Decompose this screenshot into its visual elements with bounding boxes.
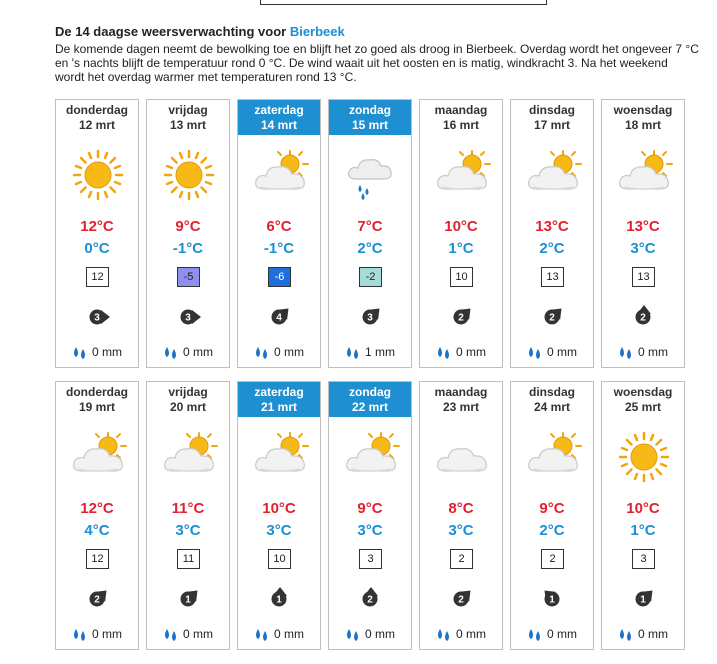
svg-text:1: 1 — [276, 594, 282, 606]
raindrop-icon — [618, 345, 638, 359]
feel-temperature-box: 2 — [541, 549, 564, 569]
precipitation — [602, 344, 684, 362]
max-temperature: 13°C — [626, 218, 660, 235]
location-link[interactable]: Bierbeek — [289, 24, 345, 39]
wind-direction-icon — [540, 586, 566, 612]
precipitation — [329, 626, 411, 644]
max-temperature: 10°C — [262, 500, 296, 517]
day-header — [420, 100, 502, 135]
precipitation — [56, 626, 138, 644]
max-temperature: 10°C — [626, 500, 660, 517]
feel-temperature-box: 12 — [86, 267, 109, 287]
day-name: zaterdag — [254, 103, 304, 117]
min-temperature: 2°C — [539, 240, 565, 257]
partly-cloudy-icon — [250, 427, 310, 487]
precipitation-amount: 0 mm — [638, 345, 668, 360]
raindrop-icon — [527, 627, 547, 641]
precipitation-amount: 0 mm — [547, 345, 577, 360]
day-header — [56, 382, 138, 417]
day-date: 18 mrt — [624, 118, 662, 132]
precipitation-amount: 0 mm — [638, 627, 668, 642]
wind-direction-icon — [176, 304, 202, 330]
day-date: 15 mrt — [351, 118, 389, 132]
precipitation — [420, 626, 502, 644]
raindrop-icon — [345, 627, 365, 641]
day-date: 19 mrt — [78, 400, 116, 414]
day-date: 25 mrt — [624, 400, 662, 414]
day-date: 21 mrt — [260, 400, 298, 414]
feel-temperature-box: 10 — [450, 267, 473, 287]
sun-icon — [68, 145, 128, 205]
raindrop-icon — [436, 627, 456, 641]
day-date: 20 mrt — [169, 400, 207, 414]
wind-direction-icon — [85, 304, 111, 330]
feel-temperature-box: 3 — [359, 549, 382, 569]
wind-direction-icon — [449, 304, 475, 330]
top-frame — [260, 0, 547, 5]
day-date: 13 mrt — [169, 118, 207, 132]
min-temperature: 1°C — [630, 522, 656, 539]
wind-direction-icon — [358, 586, 384, 612]
feel-temperature-box: -6 — [268, 267, 291, 287]
precipitation-amount: 0 mm — [456, 345, 486, 360]
day-header — [420, 382, 502, 417]
wind-direction-icon — [631, 304, 657, 330]
precipitation — [147, 626, 229, 644]
precipitation — [238, 626, 320, 644]
wind-direction-icon — [176, 586, 202, 612]
day-column[interactable] — [55, 99, 139, 368]
day-header — [147, 100, 229, 135]
day-name: woensdag — [613, 385, 673, 399]
svg-text:2: 2 — [549, 312, 555, 324]
wind-direction-icon — [449, 586, 475, 612]
precipitation-amount: 0 mm — [365, 627, 395, 642]
partly-cloudy-icon — [68, 427, 128, 487]
svg-text:4: 4 — [276, 312, 282, 324]
precipitation-amount: 0 mm — [92, 345, 122, 360]
precipitation-amount: 0 mm — [274, 345, 304, 360]
svg-text:3: 3 — [185, 312, 191, 324]
wind-direction-icon — [267, 586, 293, 612]
feel-temperature-box: 10 — [268, 549, 291, 569]
day-header — [602, 100, 684, 135]
partly-cloudy-icon — [523, 145, 583, 205]
min-temperature: 3°C — [266, 522, 292, 539]
partly-cloudy-icon — [341, 427, 401, 487]
max-temperature: 7°C — [357, 218, 383, 235]
title-prefix: De 14 daagse weersverwachting voor — [55, 24, 290, 39]
svg-text:3: 3 — [367, 312, 373, 324]
feel-temperature-box: 3 — [632, 549, 655, 569]
wind-direction-icon — [631, 586, 657, 612]
precipitation-amount: 0 mm — [547, 627, 577, 642]
day-column[interactable] — [146, 99, 230, 368]
min-temperature: 1°C — [448, 240, 474, 257]
day-name: zondag — [349, 103, 391, 117]
partly-cloudy-icon — [614, 145, 674, 205]
svg-text:3: 3 — [94, 312, 100, 324]
day-header — [511, 100, 593, 135]
week-row-1 — [55, 99, 685, 368]
max-temperature: 8°C — [448, 500, 474, 517]
day-header — [329, 100, 411, 135]
day-date: 23 mrt — [442, 400, 480, 414]
raindrop-icon — [345, 345, 365, 359]
day-column[interactable] — [419, 381, 503, 650]
day-name: vrijdag — [168, 385, 208, 399]
max-temperature: 6°C — [266, 218, 292, 235]
wind-direction-icon — [85, 586, 111, 612]
day-column[interactable] — [601, 381, 685, 650]
min-temperature: 0°C — [84, 240, 110, 257]
min-temperature: -1°C — [172, 240, 204, 257]
day-column[interactable] — [55, 381, 139, 650]
day-column[interactable] — [237, 99, 321, 368]
raindrop-icon — [163, 345, 183, 359]
svg-text:2: 2 — [458, 594, 464, 606]
precipitation — [238, 344, 320, 362]
day-column[interactable] — [237, 381, 321, 650]
precipitation — [56, 344, 138, 362]
wind-direction-icon — [267, 304, 293, 330]
cloud-icon — [432, 427, 492, 487]
feel-temperature-box: -2 — [359, 267, 382, 287]
precipitation-amount: 1 mm — [365, 345, 395, 360]
day-column[interactable] — [510, 381, 594, 650]
day-header — [511, 382, 593, 417]
raindrop-icon — [254, 345, 274, 359]
min-temperature: 2°C — [357, 240, 383, 257]
feel-temperature-box: 12 — [86, 549, 109, 569]
max-temperature: 9°C — [539, 500, 565, 517]
day-date: 22 mrt — [351, 400, 389, 414]
raindrop-icon — [163, 627, 183, 641]
precipitation-amount: 0 mm — [183, 345, 213, 360]
day-name: zaterdag — [254, 385, 304, 399]
min-temperature: 3°C — [175, 522, 201, 539]
svg-text:2: 2 — [640, 312, 646, 324]
raindrop-icon — [436, 345, 456, 359]
partly-cloudy-icon — [523, 427, 583, 487]
max-temperature: 11°C — [171, 500, 205, 517]
min-temperature: 2°C — [539, 522, 565, 539]
raindrop-icon — [72, 627, 92, 641]
precipitation-amount: 0 mm — [456, 627, 486, 642]
forecast-summary: De komende dagen neemt de bewolking toe en blijft het zo goed als droog in Bierbeek. Overdag wordt het ongeveer 7 °C en 's nachts blijft de temperatuur rond 0 °C. De wind waait uit het oosten en is matig, windkracht 3. Na het weekend wordt het overdag warmer met temperaturen rond 13 °C. — [55, 42, 699, 84]
precipitation — [511, 344, 593, 362]
day-column[interactable] — [328, 381, 412, 650]
day-header — [147, 382, 229, 417]
day-column[interactable] — [510, 99, 594, 368]
day-name: dinsdag — [528, 385, 575, 399]
cloud-rain-icon — [341, 145, 401, 205]
precipitation — [147, 344, 229, 362]
day-date: 16 mrt — [442, 118, 480, 132]
day-name: maandag — [434, 385, 488, 399]
raindrop-icon — [527, 345, 547, 359]
min-temperature: 3°C — [448, 522, 474, 539]
svg-text:2: 2 — [94, 594, 100, 606]
svg-text:2: 2 — [367, 594, 373, 606]
day-column[interactable] — [419, 99, 503, 368]
day-header — [56, 100, 138, 135]
day-header — [329, 382, 411, 417]
day-name: maandag — [434, 103, 488, 117]
partly-cloudy-icon — [250, 145, 310, 205]
day-name: zondag — [349, 385, 391, 399]
min-temperature: 4°C — [84, 522, 110, 539]
feel-temperature-box: 2 — [450, 549, 473, 569]
day-column[interactable] — [601, 99, 685, 368]
sun-icon — [159, 145, 219, 205]
day-name: donderdag — [66, 103, 128, 117]
day-name: woensdag — [613, 103, 673, 117]
day-date: 14 mrt — [260, 118, 298, 132]
page-title — [55, 24, 345, 39]
svg-text:1: 1 — [640, 594, 646, 606]
svg-text:1: 1 — [185, 594, 191, 606]
feel-temperature-box: -5 — [177, 267, 200, 287]
raindrop-icon — [254, 627, 274, 641]
raindrop-icon — [618, 627, 638, 641]
wind-direction-icon — [358, 304, 384, 330]
day-date: 12 mrt — [78, 118, 116, 132]
max-temperature: 10°C — [444, 218, 478, 235]
day-column[interactable] — [328, 99, 412, 368]
precipitation-amount: 0 mm — [274, 627, 304, 642]
day-date: 24 mrt — [533, 400, 571, 414]
day-header — [602, 382, 684, 417]
day-column[interactable] — [146, 381, 230, 650]
day-header — [238, 382, 320, 417]
feel-temperature-box: 13 — [541, 267, 564, 287]
min-temperature: -1°C — [263, 240, 295, 257]
max-temperature: 9°C — [357, 500, 383, 517]
max-temperature: 12°C — [80, 218, 114, 235]
day-header — [238, 100, 320, 135]
min-temperature: 3°C — [357, 522, 383, 539]
partly-cloudy-icon — [159, 427, 219, 487]
precipitation — [602, 626, 684, 644]
max-temperature: 12°C — [80, 500, 114, 517]
svg-text:2: 2 — [458, 312, 464, 324]
week-row-2 — [55, 381, 685, 650]
svg-text:1: 1 — [549, 594, 555, 606]
wind-direction-icon — [540, 304, 566, 330]
feel-temperature-box: 13 — [632, 267, 655, 287]
precipitation-amount: 0 mm — [92, 627, 122, 642]
precipitation — [420, 344, 502, 362]
day-name: dinsdag — [528, 103, 575, 117]
precipitation-amount: 0 mm — [183, 627, 213, 642]
max-temperature: 9°C — [175, 218, 201, 235]
day-name: vrijdag — [168, 103, 208, 117]
day-date: 17 mrt — [533, 118, 571, 132]
max-temperature: 13°C — [535, 218, 569, 235]
sun-icon — [614, 427, 674, 487]
min-temperature: 3°C — [630, 240, 656, 257]
raindrop-icon — [72, 345, 92, 359]
feel-temperature-box: 11 — [177, 549, 200, 569]
day-name: donderdag — [66, 385, 128, 399]
precipitation — [329, 344, 411, 362]
precipitation — [511, 626, 593, 644]
partly-cloudy-icon — [432, 145, 492, 205]
